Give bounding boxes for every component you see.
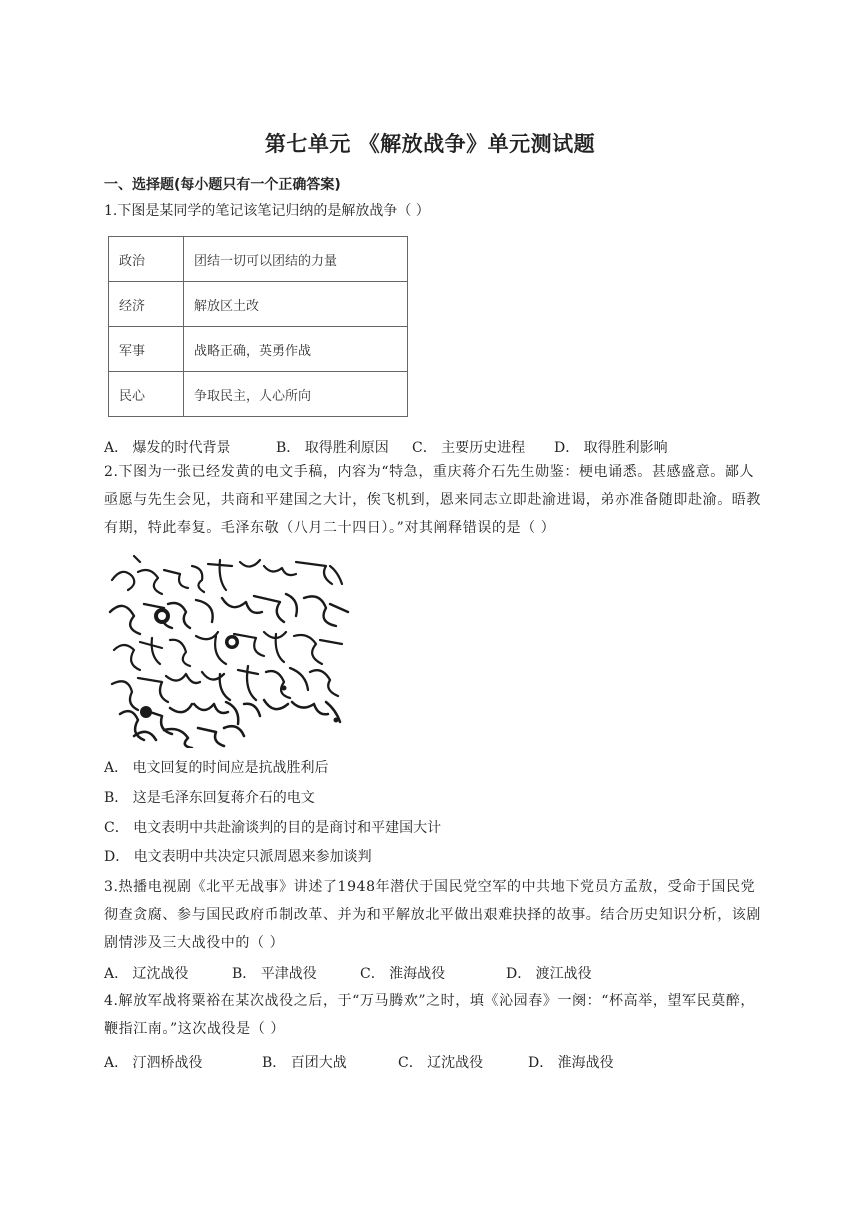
option-a: A． 辽沈战役 [104,966,189,982]
question-3-stem: 3.热播电视剧《北平无战事》讲述了1948年潜伏于国民党空军的中共地下党员方孟敖，受命于国民党彻查贪腐、参与国民政府币制改革、并为和平解放北平做出艰难抉择的故事。结合历史知识分析，该剧剧情涉及三大战役中的（ ） [104,879,761,951]
table-cell-key: 政治 [109,237,184,282]
option-b: B． 取得胜利原因 [276,440,389,456]
telegram-manuscript-image [104,552,354,748]
table-cell-value: 争取民主，人心所向 [184,372,408,417]
table-cell-key: 经济 [109,282,184,327]
table-cell-key: 民心 [109,372,184,417]
question-3-options [104,963,592,983]
question-4-options [104,1052,614,1072]
table-row [109,282,408,327]
notes-table [108,236,408,417]
section-heading: 一、选择题(每小题只有一个正确答案) [104,177,341,193]
question-2-stem: 2.下图为一张已经发黄的电文手稿，内容为“特急，重庆蒋介石先生勋鉴：梗电诵悉。甚感盛意。鄙人亟愿与先生会见，共商和平建国之大计，俟飞机到，恩来同志立即赴渝进谒，弟亦准备随即赴渝。晤教有期，特此奉复。毛泽东敬（八月二十四日）。”对其阐释错误的是（ ） [104,464,761,536]
question-1-stem: 1.下图是某同学的笔记该笔记归纳的是解放战争（ ） [104,203,430,219]
table-row [109,237,408,282]
question-2-option-d: D． 电文表明中共决定只派周恩来参加谈判 [104,849,372,865]
table-row [109,327,408,372]
option-c: C． 主要历史进程 [412,440,526,456]
question-2-option-c: C． 电文表明中共赴渝谈判的目的是商讨和平建国大计 [104,820,442,836]
table-cell-value: 战略正确，英勇作战 [184,327,408,372]
table-cell-value: 团结一切可以团结的力量 [184,237,408,282]
page-title: 第七单元 《解放战争》单元测试题 [264,132,596,156]
option-d: D． 取得胜利影响 [554,440,668,456]
question-4-stem: 4.解放军战将粟裕在某次战役之后，于“万马腾欢”之时，填《沁园春》一阕：“杯高举，望军民莫醉，鞭指江南。”这次战役是（ ） [104,993,756,1037]
option-b: B． 百团大战 [262,1055,347,1071]
option-a: A． 汀泗桥战役 [104,1055,203,1071]
option-c: C． 辽沈战役 [398,1055,484,1071]
table-cell-value: 解放区土改 [184,282,408,327]
question-2-option-a: A． 电文回复的时间应是抗战胜利后 [104,760,329,776]
table-row [109,372,408,417]
option-c: C． 淮海战役 [360,966,446,982]
question-1-options [104,437,668,457]
option-b: B． 平津战役 [232,966,317,982]
option-d: D． 淮海战役 [528,1055,614,1071]
option-d: D． 渡江战役 [506,966,592,982]
table-cell-key: 军事 [109,327,184,372]
option-a: A． 爆发的时代背景 [104,440,231,456]
question-2-option-b: B． 这是毛泽东回复蒋介石的电文 [104,790,315,806]
